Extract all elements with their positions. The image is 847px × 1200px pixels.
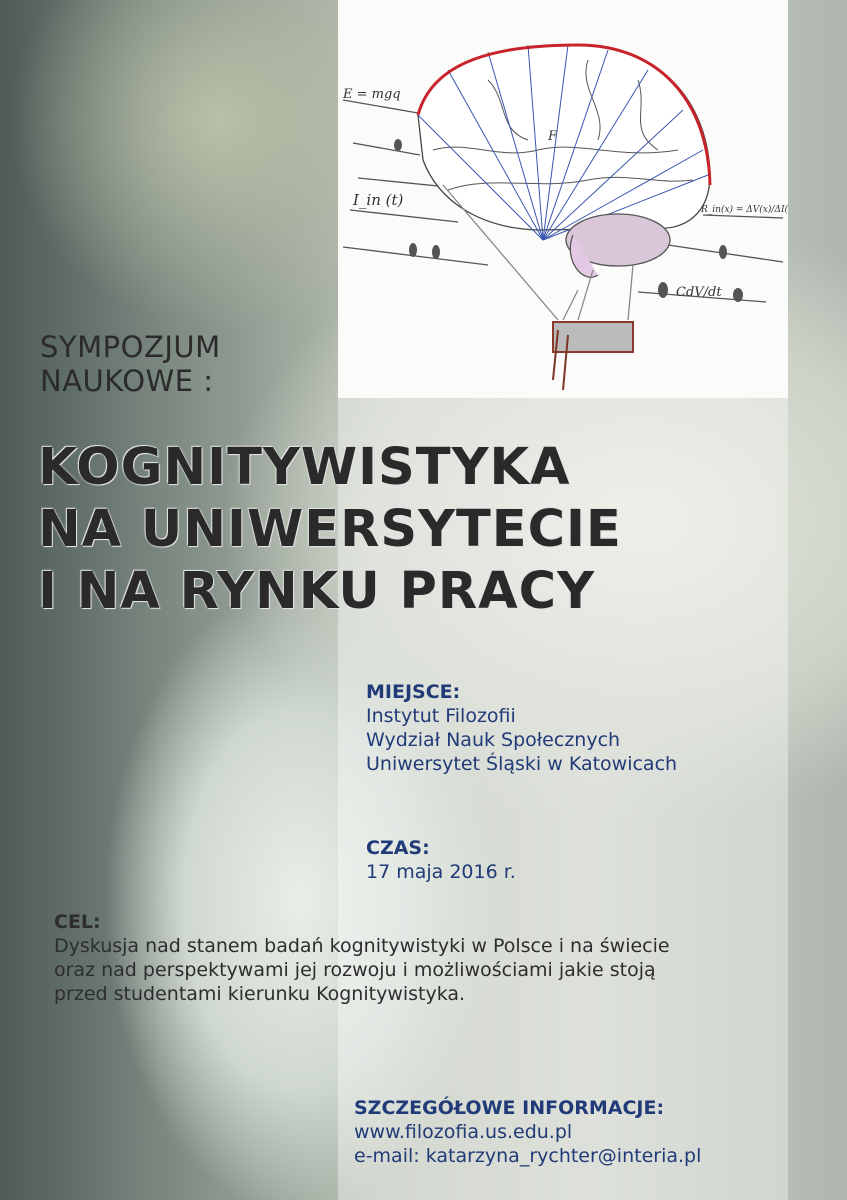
formula-f: F — [548, 129, 558, 144]
formula-current: I_in (t) — [353, 191, 404, 209]
formula-energy: E = mgq — [343, 87, 401, 102]
place-line: Uniwersytet Śląski w Katowicach — [366, 753, 678, 775]
balloon-basket — [553, 322, 633, 352]
place-heading: MIEJSCE: — [366, 681, 461, 703]
goal-section — [54, 910, 670, 1006]
goal-heading: CEL: — [54, 911, 101, 933]
info-section — [354, 1096, 701, 1168]
goal-line: przed studentami kierunku Kognitywistyka. — [54, 983, 466, 1005]
place-section — [366, 680, 677, 776]
symposium-label — [40, 330, 221, 398]
symposium-line-1: SYMPOZJUM — [40, 330, 221, 364]
formula-resistance: R_in(x) = ΔV(x)/ΔI(x) — [701, 205, 788, 215]
time-section — [366, 836, 516, 884]
symposium-line-2: NAUKOWE : — [40, 364, 214, 398]
time-heading: CZAS: — [366, 837, 430, 859]
title-line-2: NA UNIWERSYTECIE — [38, 500, 622, 559]
website-link[interactable]: www.filozofia.us.edu.pl — [354, 1121, 573, 1143]
formula-capacitance: CdV/dt — [676, 285, 722, 300]
title-line-1: KOGNITYWISTYKA — [38, 438, 571, 497]
email-link[interactable]: e-mail: katarzyna_rychter@interia.pl — [354, 1145, 702, 1167]
title-line-3: I NA RYNKU PRACY — [38, 562, 596, 621]
info-heading: SZCZEGÓŁOWE INFORMACJE: — [354, 1097, 665, 1119]
event-date: 17 maja 2016 r. — [366, 861, 516, 883]
place-line: Wydział Nauk Społecznych — [366, 729, 621, 751]
goal-line: Dyskusja nad stanem badań kognitywistyki w Polsce i na świecie — [54, 935, 670, 957]
place-line: Instytut Filozofii — [366, 705, 516, 727]
brain-balloon-illustration — [338, 0, 788, 398]
goal-line: oraz nad perspektywami jej rozwoju i możliwościami jakie stoją — [54, 959, 656, 981]
poster-title — [38, 437, 622, 623]
